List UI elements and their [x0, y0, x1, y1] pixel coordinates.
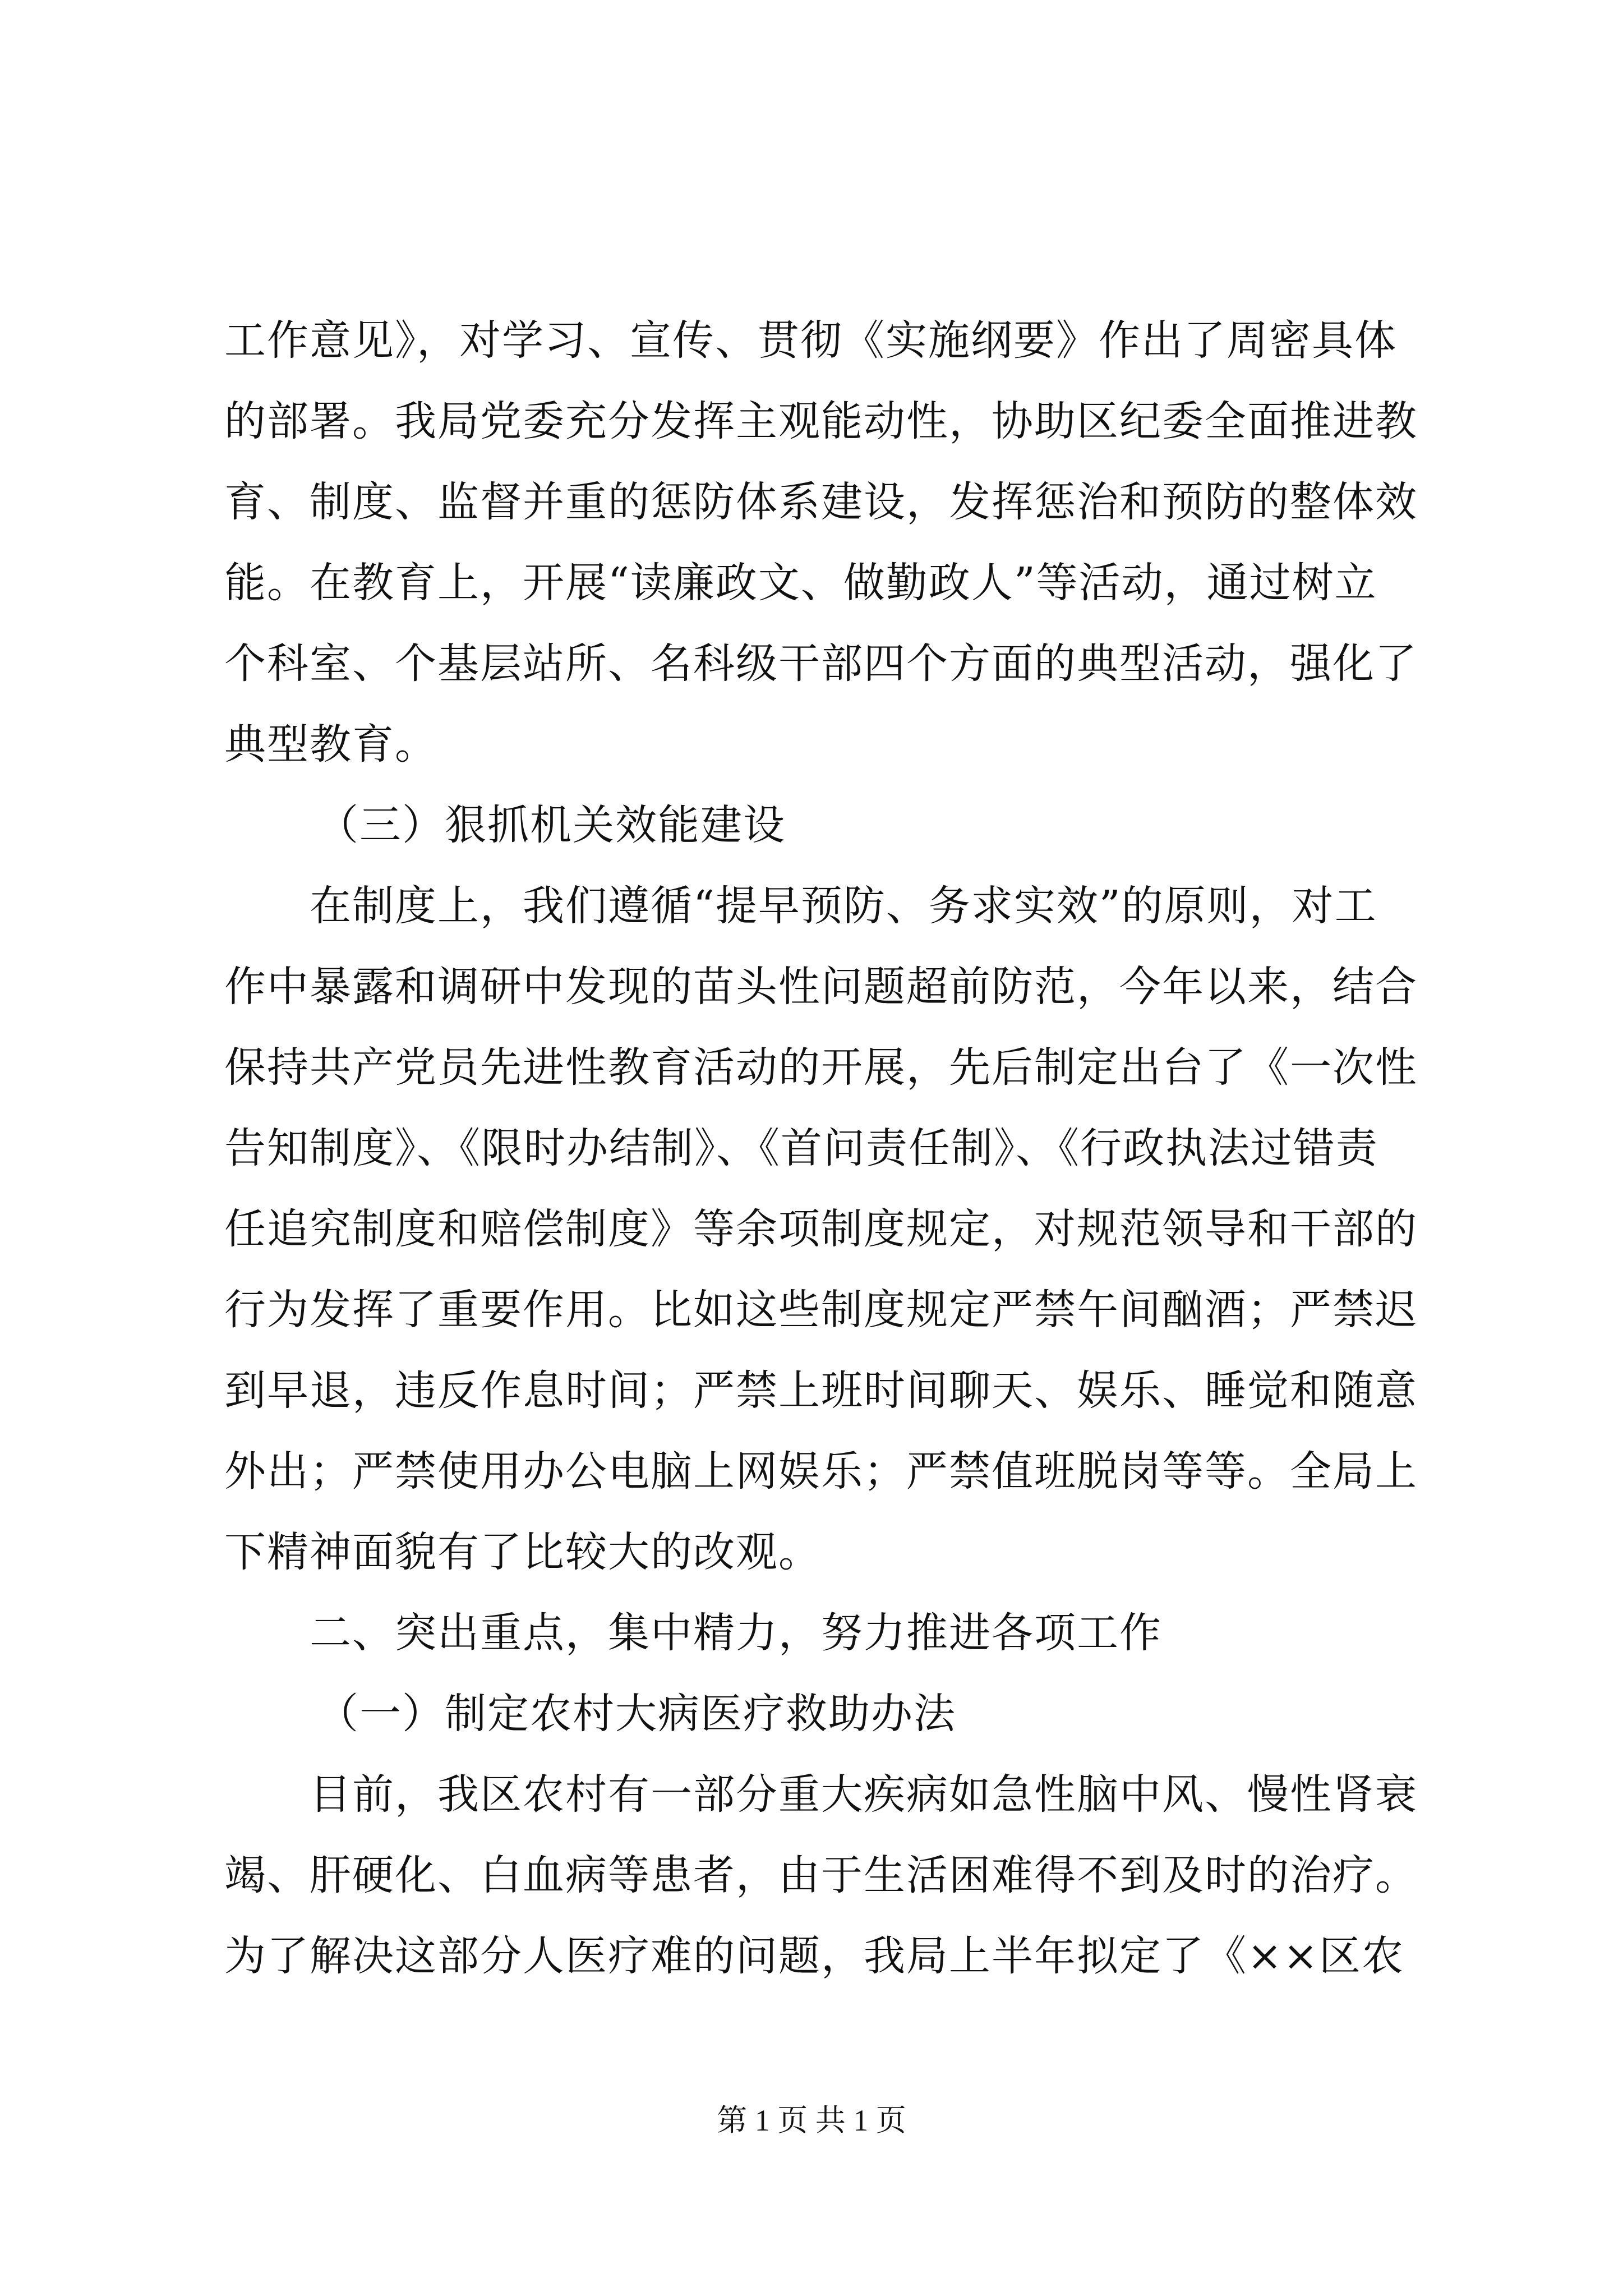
section-heading: （三）狠抓机关效能建设 — [317, 801, 786, 849]
text-line: 目前，我区农村有一部分重大疾病如急性脑中风、慢性肾衰 — [310, 1770, 1418, 1819]
text-line: 的部署。我局党委充分发挥主观能动性，协助区纪委全面推进教 — [224, 397, 1418, 445]
text-line: 典型教育。 — [224, 720, 437, 769]
text-line: 到早退，违反作息时间；严禁上班时间聊天、娱乐、睡觉和随意 — [224, 1366, 1418, 1415]
text-line: 下精神面貌有了比较大的改观。 — [224, 1528, 821, 1576]
section-heading: （一）制定农村大病医疗救助办法 — [317, 1690, 956, 1738]
text-line: 育、制度、监督并重的惩防体系建设，发挥惩治和预防的整体效 — [224, 478, 1418, 526]
text-line: 作中暴露和调研中发现的苗头性问题超前防范，今年以来，结合 — [224, 963, 1418, 1011]
text-line: 保持共产党员先进性教育活动的开展，先后制定出台了《一次性 — [224, 1043, 1418, 1092]
text-line: 任追究制度和赔偿制度》等余项制度规定，对规范领导和干部的 — [224, 1205, 1418, 1253]
text-line: 告知制度》、《限时办结制》、《首问责任制》、《行政执法过错责 — [224, 1124, 1378, 1172]
text-line: 在制度上，我们遵循“提早预防、务求实效”的原则，对工 — [310, 882, 1377, 930]
text-line: 行为发挥了重要作用。比如这些制度规定严禁午间酗酒；严禁迟 — [224, 1286, 1418, 1334]
text-line: 为了解决这部分人医疗难的问题，我局上半年拟定了《××区农 — [224, 1932, 1405, 1980]
section-heading: 二、突出重点，集中精力，努力推进各项工作 — [310, 1609, 1162, 1657]
page-footer: 第 1 页 共 1 页 — [717, 2104, 906, 2137]
text-line: 外出；严禁使用办公电脑上网娱乐；严禁值班脱岗等等。全局上 — [224, 1447, 1418, 1496]
text-line: 个科室、个基层站所、名科级干部四个方面的典型活动，强化了 — [224, 639, 1418, 688]
body-text — [224, 300, 1419, 1996]
text-line: 能。在教育上，开展“读廉政文、做勤政人”等活动，通过树立 — [224, 559, 1377, 607]
text-line: 工作意见》，对学习、宣传、贯彻《实施纲要》作出了周密具体 — [224, 316, 1397, 365]
text-line: 竭、肝硬化、白血病等患者，由于生活困难得不到及时的治疗。 — [224, 1851, 1418, 1899]
